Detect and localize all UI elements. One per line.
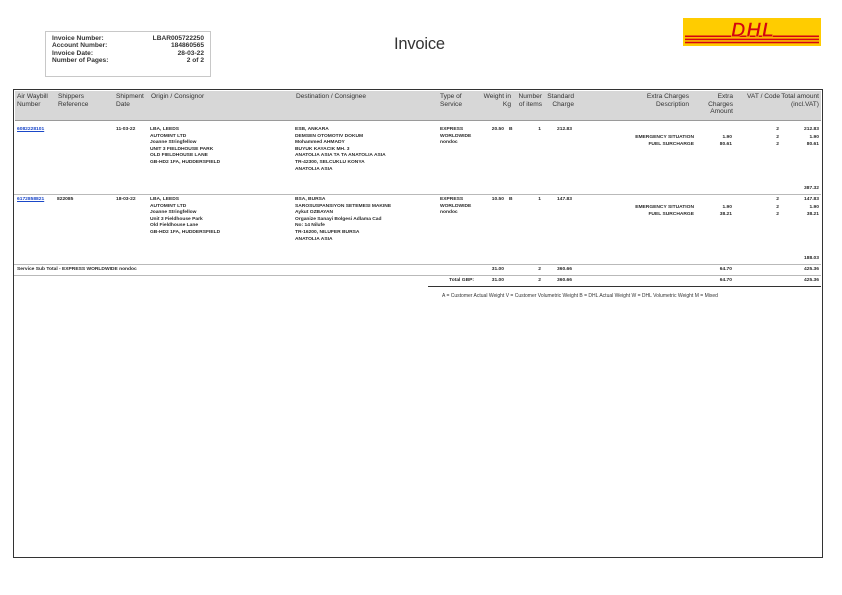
origin-line: GB-HD2 1FA, HUDDERSFIELD <box>150 229 221 235</box>
page-count-row <box>52 57 210 64</box>
extra-charge-description: EMERGENCY SITUATION <box>635 135 694 140</box>
shipment-date: 11-03-22 <box>116 127 136 132</box>
col-total-amount: Total amount (incl.VAT) <box>781 93 819 108</box>
weight-code: B <box>509 197 513 202</box>
extra-charge-amount: 1.90 <box>722 135 732 140</box>
origin-line: AUTOMINT LTD <box>150 203 187 209</box>
destination-line: Mohammed AHMADY <box>295 140 345 146</box>
service-subtotal-label: Service Sub Total - EXPRESS WORLDWIDE nondoc <box>17 267 137 272</box>
weight-legend: A = Customer Actual Weight V = Customer Volumetric Weight B = DHL Actual Weight W = DHL Volumetric Weight M = Mixed <box>442 293 718 299</box>
service-subtotal-items: 2 <box>538 267 541 272</box>
service-line: WORLDWIDE <box>440 203 472 209</box>
destination-line: ANATOLIA ASIA <box>295 236 333 242</box>
page-count-label: Number of Pages: <box>52 57 109 65</box>
dhl-logo-text: DHL <box>730 19 776 42</box>
service-line: EXPRESS <box>440 197 464 202</box>
dhl-logo <box>683 18 821 46</box>
origin-line: AUTOMINT LTD <box>150 133 187 139</box>
col-shipment-date: Shipment Date <box>116 93 144 108</box>
service-subtotal-weight: 31.00 <box>491 267 504 272</box>
origin-line: Joanne Stringfellow <box>150 140 197 146</box>
vat-code: 2 <box>776 135 779 140</box>
service-line: nondoc <box>440 140 458 146</box>
service-type <box>440 127 471 147</box>
col-destination: Destination / Consignee <box>296 93 367 100</box>
extra-charge-description: FUEL SURCHARGE <box>648 142 694 147</box>
page-title: Invoice <box>394 35 445 53</box>
vat-code: 2 <box>776 212 779 217</box>
destination-line: ANATOLIA ASIA TA TA ANATOLIA ASIA <box>295 153 386 159</box>
vat-code: 2 <box>776 127 779 132</box>
line-total: 1.90 <box>809 135 819 140</box>
origin-consignor <box>150 127 220 167</box>
row-divider <box>14 194 821 195</box>
account-number-label: Account Number: <box>52 42 108 50</box>
destination-line: SAROSUSPANSIYON SETEMESI MAKINE <box>295 203 392 209</box>
line-total: 1.90 <box>809 205 819 210</box>
extra-charge-amount: 80.61 <box>719 142 732 147</box>
service-line: nondoc <box>440 210 458 216</box>
extra-charge-description: FUEL SURCHARGE <box>648 212 694 217</box>
items-count: 1 <box>538 197 541 202</box>
destination-line: No: 14 Nilufe <box>295 223 325 229</box>
service-line: EXPRESS <box>440 127 464 132</box>
extra-charge-amount: 1.90 <box>722 205 732 210</box>
line-total: 212.83 <box>804 127 819 132</box>
weight: 20.50 <box>491 127 504 132</box>
service-type <box>440 197 471 217</box>
row-divider <box>14 275 821 276</box>
invoice-date-label: Invoice Date: <box>52 49 94 57</box>
col-service-type: Type of Service <box>440 93 462 108</box>
shippers-reference: 822085 <box>57 197 74 202</box>
col-extra-charges-description: Extra Charges Description <box>646 93 689 108</box>
origin-line: Joanne Stringfellow <box>150 210 197 216</box>
invoice-number-label: Invoice Number: <box>52 35 104 42</box>
origin-line: UNIT 3 FIELDHOUSE PARK <box>150 146 214 152</box>
extra-charge-amount: 38.21 <box>719 212 732 217</box>
service-subtotal-standard: 360.66 <box>557 267 572 272</box>
total-underline <box>428 286 821 287</box>
invoice-info-box <box>45 31 211 77</box>
standard-charge: 147.83 <box>557 197 572 202</box>
account-number-value: 184860565 <box>170 42 204 50</box>
table-header <box>15 91 821 121</box>
weight: 10.50 <box>491 197 504 202</box>
weight-code: B <box>509 127 513 132</box>
account-number-row <box>52 42 210 49</box>
col-air-waybill: Air Waybill Number <box>17 93 48 108</box>
origin-line: OLD FIELDHOUSE LANE <box>150 153 208 159</box>
origin-consignor <box>150 197 220 237</box>
awb-link[interactable]: 6172858821 <box>17 197 45 202</box>
vat-code: 2 <box>776 205 779 210</box>
grand-total-label: Total GBP: <box>449 278 474 283</box>
grand-total-weight: 31.00 <box>491 278 504 283</box>
shipments-table <box>13 89 823 558</box>
origin-line: Old Fieldhouse Lane <box>150 223 199 229</box>
invoice-number-row <box>52 35 210 42</box>
service-line: WORLDWIDE <box>440 133 472 139</box>
col-items: Number of items <box>518 93 542 108</box>
grand-total-items: 2 <box>538 278 541 283</box>
destination-line: DEMSEN OTOMOTIV DOKUM <box>295 133 364 139</box>
shipment-subtotal: 387.32 <box>804 186 819 191</box>
origin-line: GB-HD2 1FA, HUDDERSFIELD <box>150 159 221 165</box>
col-origin: Origin / Consignor <box>151 93 205 100</box>
destination-line: BSA, BURSA <box>295 197 326 202</box>
destination-line: ESB, ANKARA <box>295 127 329 132</box>
invoice-date-row <box>52 50 210 57</box>
shipment-subtotal: 188.03 <box>804 256 819 261</box>
awb-link[interactable]: 6082228101 <box>17 127 45 132</box>
destination-consignee <box>295 127 386 173</box>
col-extra-charges-amount: Extra Charges Amount <box>708 93 733 116</box>
extra-charge-description: EMERGENCY SITUATION <box>635 205 694 210</box>
origin-line: LBA, LEEDS <box>150 127 180 132</box>
col-shippers-reference: Shippers Reference <box>58 93 89 108</box>
origin-line: LBA, LEEDS <box>150 197 180 202</box>
destination-line: TR-16200, NILUFER BURSA <box>295 229 360 235</box>
shipment-date: 18-03-22 <box>116 197 136 202</box>
page-count-value: 2 of 2 <box>186 57 204 65</box>
standard-charge: 212.83 <box>557 127 572 132</box>
row-divider <box>14 264 821 265</box>
service-subtotal-extra: 64.70 <box>719 267 732 272</box>
invoice-date-value: 28-03-22 <box>177 49 204 57</box>
grand-total-standard: 360.66 <box>557 278 572 283</box>
col-vat-code: VAT / Code <box>747 93 780 100</box>
destination-line: BUYUK KAYACIK MH. 3 <box>295 146 350 152</box>
origin-line: Unit 3 Fieldhouse Park <box>150 216 203 222</box>
destination-consignee <box>295 197 391 243</box>
vat-code: 2 <box>776 142 779 147</box>
grand-total-amount: 425.36 <box>804 278 819 283</box>
line-total: 38.21 <box>806 212 819 217</box>
service-subtotal-total: 425.36 <box>804 267 819 272</box>
destination-line: Aykut OZBAYAN <box>295 210 334 216</box>
line-total: 80.61 <box>806 142 819 147</box>
col-weight: Weight in Kg <box>483 93 511 108</box>
destination-line: ANATOLIA ASIA <box>295 166 333 172</box>
grand-total-extra: 64.70 <box>719 278 732 283</box>
col-standard-charge: Standard Charge <box>547 93 574 108</box>
items-count: 1 <box>538 127 541 132</box>
invoice-number-value: LBAR005722250 <box>152 35 204 42</box>
destination-line: TR-42300, SELCUKLU KONYA <box>295 159 365 165</box>
vat-code: 2 <box>776 197 779 202</box>
destination-line: Organize Sanayi Bolgesi Adlama Cad <box>295 216 382 222</box>
line-total: 147.83 <box>804 197 819 202</box>
